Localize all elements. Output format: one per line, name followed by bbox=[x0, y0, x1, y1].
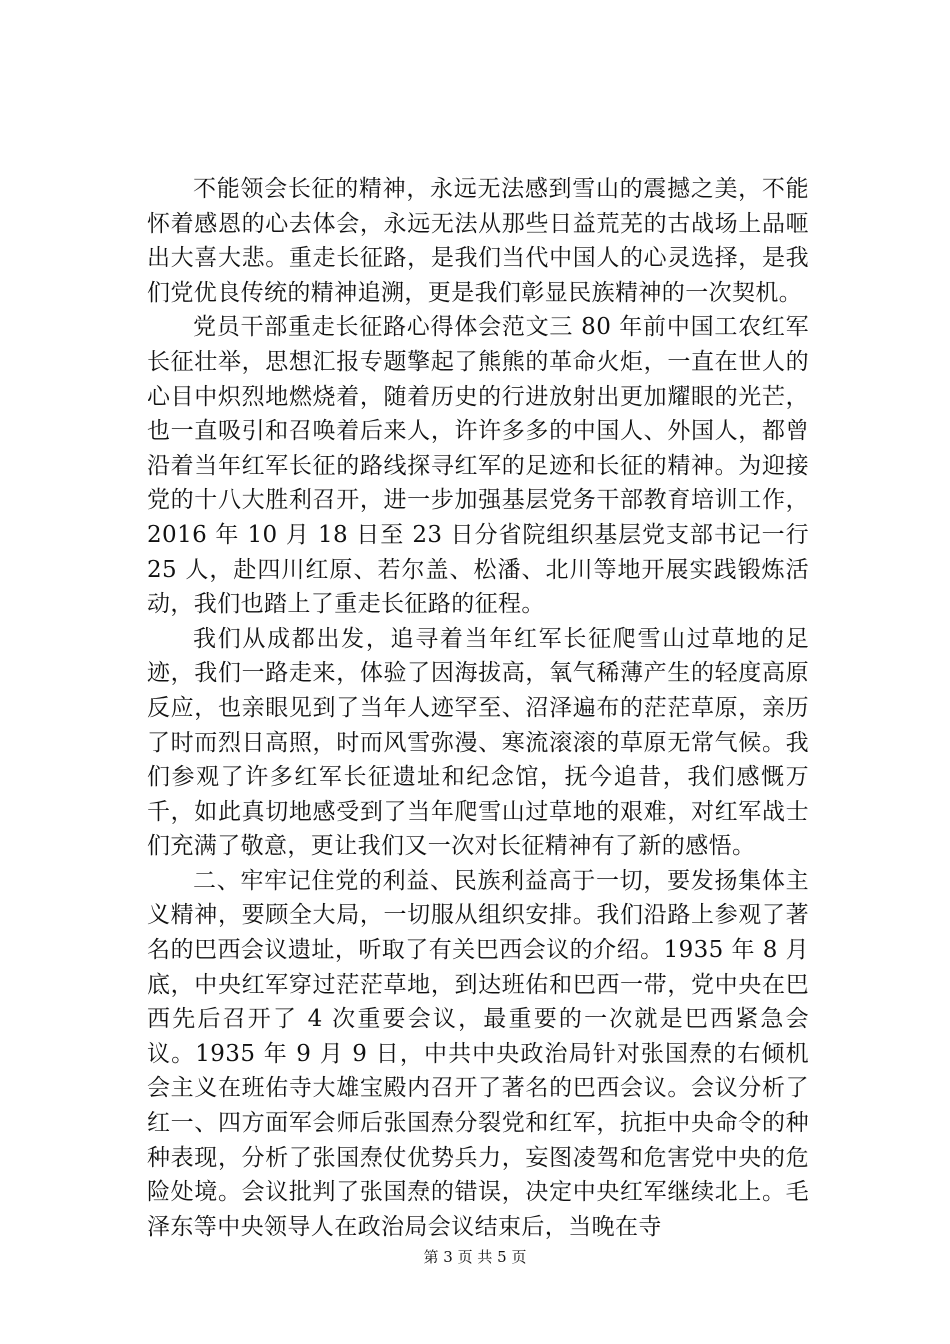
paragraph-2: 党员干部重走长征路心得体会范文三 80 年前中国工农红军长征壮举，思想汇报专题擎起了熊熊的革命火炬，一直在世人的心目中炽烈地燃烧着，随着历史的行进放射出更加耀眼的光芒，也一直吸引和召唤着后来人，许许多多的中国人、外国人，都曾沿着当年红军长征的路线探寻红军的足迹和长征的精神。为迎接党的十八大胜利召开，进一步加强基层党务干部教育培训工作，2016 年 10 月 18 日至 23 日分省院组织基层党支部书记一行 25 人，赴四川红原、若尔盖、松潘、北川等地开展实践锻炼活动，我们也踏上了重走长征路的征程。 bbox=[147, 314, 809, 618]
paragraph-3: 我们从成都出发，追寻着当年红军长征爬雪山过草地的足迹，我们一路走来，体验了因海拔高，氧气稀薄产生的轻度高原反应，也亲眼见到了当年人迹罕至、沼泽遍布的茫茫草原，亲历了时而烈日高照，时而风雪弥漫、寒流滚滚的草原无常气候。我们参观了许多红军长征遗址和纪念馆，抚今追昔，我们感慨万千，如此真切地感受到了当年爬雪山过草地的艰难，对红军战士们充满了敬意，更让我们又一次对长征精神有了新的感悟。 bbox=[147, 625, 809, 860]
paragraph-1: 不能领会长征的精神，永远无法感到雪山的震撼之美，不能怀着感恩的心去体会，永远无法从那些日益荒芜的古战场上品咂出大喜大悲。重走长征路，是我们当代中国人的心灵选择，是我们党优良传统的精神追溯，更是我们彰显民族精神的一次契机。 bbox=[147, 176, 809, 306]
page-footer: 第 3 页 共 5 页 bbox=[423, 1248, 527, 1266]
paragraph-4: 二、牢牢记住党的利益、民族利益高于一切，要发扬集体主义精神，要顾全大局，一切服从组织安排。我们沿路上参观了著名的巴西会议遗址，听取了有关巴西会议的介绍。1935 年 8 月底，中央红军穿过茫茫草地，到达班佑和巴西一带，党中央在巴西先后召开了 4 次重要会议，最重要的一次就是巴西紧急会议。1935 年 9 月 9 日，中共中央政治局针对张国焘的右倾机会主义在班佑寺大雄宝殿内召开了著名的巴西会议。会议分析了红一、四方面军会师后张国焘分裂党和红军，抗拒中央命令的种种表现，分析了张国焘仗优势兵力，妄图凌驾和危害党中央的危险处境。会议批判了张国焘的错误，决定中央红军继续北上。毛泽东等中央领导人在政治局会议结束后，当晚在寺 bbox=[147, 867, 809, 1240]
document-body bbox=[147, 172, 809, 1244]
